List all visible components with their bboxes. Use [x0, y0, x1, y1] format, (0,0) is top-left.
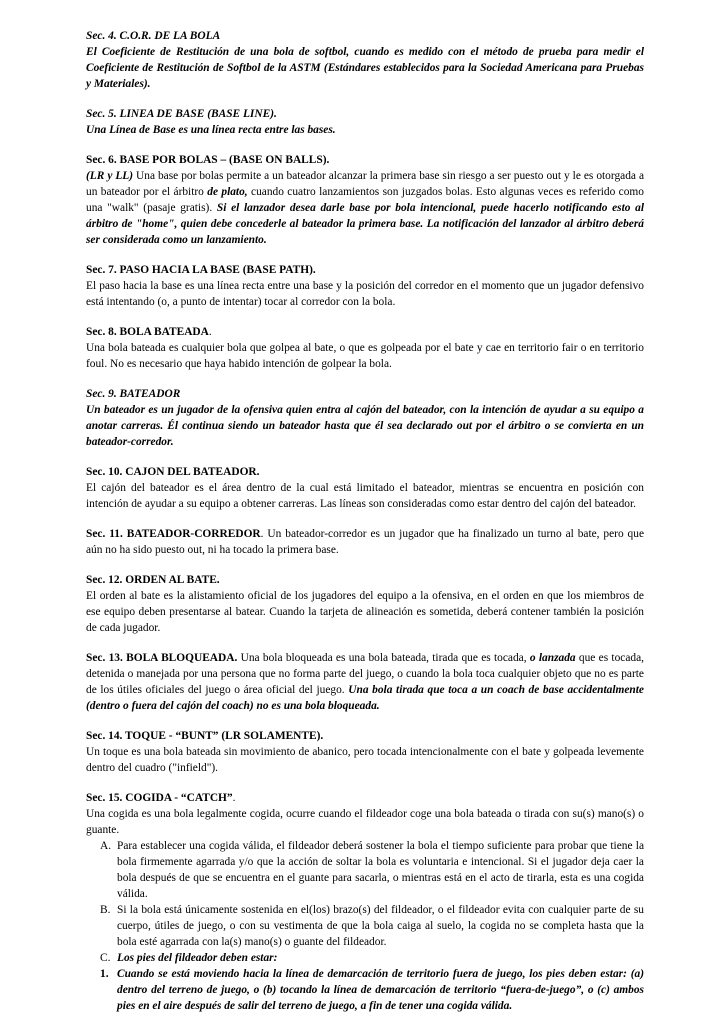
list-item: C. Los pies del fildeador deben estar: [100, 952, 278, 964]
section-15 [86, 790, 644, 1014]
section-body: El paso hacia la base es una línea recta entre una base y la posición del corredor en el momento que un jugador defensivo está intentando (o, a punto de intentar) tocar al corredor con la bola. [86, 280, 644, 308]
list-item: 1. Cuando se está moviendo hacia la línea de demarcación de territorio fuera de juego, los pies deben estar: (a) dentro del terreno de juego, o (b) tocando la línea de demarcación de territorio “fuera-de-juego”, o (c) ambos pies en el aire después de salir del terreno de juego, a fin de tener una cogida válida. [100, 968, 644, 1012]
section-heading: Sec. 14. TOQUE - “BUNT” (LR SOLAMENTE). [86, 730, 324, 742]
section-body: Una cogida es una bola legalmente cogida, ocurre cuando el fildeador coge una bola bateada o tirada con su(s) mano(s) o guante. [86, 808, 644, 836]
list-item: A. Para establecer una cogida válida, el fildeador deberá sostener la bola el tiempo suficiente para probar que tiene la bola firmemente agarrada y/o que la acción de soltar la bola es voluntaria e intencional. Si el jugador deja caer la bola después de que se encuentra en el guante para sacarla, o mientras está en el acto de tirarla, esta es una cogida válida. [100, 840, 644, 900]
section-4 [86, 28, 644, 92]
list-item: B. Si la bola está únicamente sostenida en el(los) brazo(s) del fildeador, o el fildeador evita con cualquier parte de su cuerpo, útiles de juego, o con su vestimenta de que la bola caiga al suelo, la cogida no se completa hasta que la bola esté agarrada con la(s) mano(s) o guante del fildeador. [100, 904, 644, 948]
section-heading: Sec. 5. LINEA DE BASE (BASE LINE). [86, 108, 277, 120]
section-9 [86, 386, 644, 450]
section-8 [86, 324, 644, 372]
section-body: Un bateador es un jugador de la ofensiva quien entra al cajón del bateador, con la intención de ayudar a su equipo a anotar carreras. Él continua siendo un bateador hasta que él sea declarado out por el árbitro o se convierta en un bateador-corredor. [86, 404, 644, 448]
section-heading: Sec. 7. PASO HACIA LA BASE (BASE PATH). [86, 264, 316, 276]
section-heading: Sec. 6. BASE POR BOLAS – (BASE ON BALLS). [86, 154, 330, 166]
section-heading: Sec. 8. BOLA BATEADA. [86, 326, 212, 338]
section-13 [86, 650, 644, 714]
section-heading: Sec. 9. BATEADOR [86, 388, 181, 400]
section-10 [86, 464, 644, 512]
section-heading: Sec. 15. COGIDA - “CATCH”. [86, 792, 236, 804]
section-body: Una bola bateada es cualquier bola que golpea al bate, o que es golpeada por el bate y cae en territorio fair o en territorio foul. No es necesario que haya habido intención de golpear la bola. [86, 342, 644, 370]
section-12 [86, 572, 644, 636]
section-11 [86, 526, 644, 558]
section-body: El Coeficiente de Restitución de una bola de softbol, cuando es medido con el método de prueba para medir el Coeficiente de Restitución de Softbol de la ASTM (Estándares establecidos para la Sociedad Americana para Pruebas y Materiales). [86, 46, 644, 90]
section-body: El orden al bate es la alistamiento oficial de los jugadores del equipo a la ofensiva, en el orden en que los miembros de ese equipo deben presentarse al batear. Cuando la tarjeta de alineación es sometida, deberá contener también la posición de cada jugador. [86, 590, 644, 634]
catch-rules-list [86, 838, 644, 1014]
section-heading: Sec. 13. BOLA BLOQUEADA. [86, 652, 238, 664]
section-6 [86, 152, 644, 248]
section-7 [86, 262, 644, 310]
section-body: Un toque es una bola bateada sin movimiento de abanico, pero tocada intencionalmente con el bate y golpeada levemente dentro del cuadro ("infield"). [86, 746, 644, 774]
section-5 [86, 106, 644, 138]
section-body: Una Línea de Base es una línea recta entre las bases. [86, 124, 336, 136]
section-body: El cajón del bateador es el área dentro de la cual está limitado el bateador, mientras se encuentra en posición con intención de ayudar a su equipo a obtener carreras. Las líneas son consideradas como estar dentro del cajón del bateador. [86, 482, 644, 510]
section-14 [86, 728, 644, 776]
document-page [86, 28, 644, 1028]
section-body: Sec. 11. BATEADOR-CORREDOR. Un bateador-corredor es un jugador que ha finalizado un turno al bate, pero que aún no ha sido puesto out, ni ha tocado la primera base. [86, 528, 644, 556]
section-heading: Sec. 4. C.O.R. DE LA BOLA [86, 30, 221, 42]
section-heading: Sec. 10. CAJON DEL BATEADOR. [86, 466, 260, 478]
section-body: Sec. 13. BOLA BLOQUEADA. Una bola bloqueada es una bola bateada, tirada que es tocada, o lanzada que es tocada, detenida o manejada por una persona que no forma parte del juego, o cuando la bola toca cualquier objeto que no es parte de los útiles oficiales del juego o área oficial del juego. Una bola tirada que toca a un coach de base accidentalmente (dentro o fuera del cajón del coach) no es una bola bloqueada. [86, 652, 644, 712]
section-heading: Sec. 12. ORDEN AL BATE. [86, 574, 220, 586]
section-body: (LR y LL) Una base por bolas permite a un bateador alcanzar la primera base sin riesgo a ser puesto out y le es otorgada a un bateador por el árbitro de plato, cuando cuatro lanzamientos son juzgados bolas. Esto algunas veces es referido como una "walk" (pasaje gratis). Si el lanzador desea darle base por bola intencional, puede hacerlo notificando esto al árbitro de "home", quien debe concederle al bateador la primera base. La notificación del lanzador al árbitro deberá ser considerada como un lanzamiento. [86, 170, 644, 246]
section-heading: Sec. 11. BATEADOR-CORREDOR [86, 528, 261, 540]
